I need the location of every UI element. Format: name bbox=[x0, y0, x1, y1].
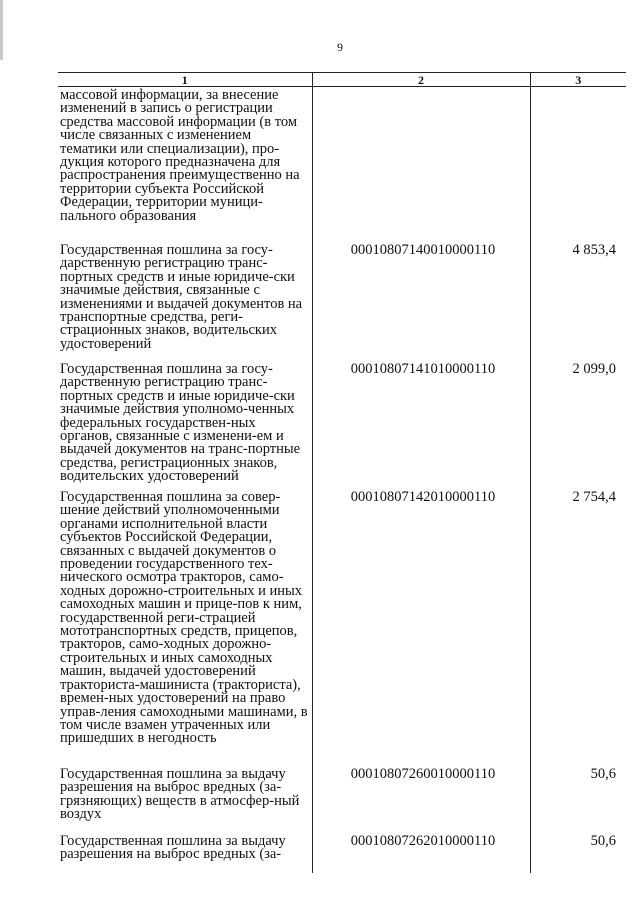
amount-value: 50,6 bbox=[590, 766, 616, 782]
income-name: массовой информации, за внесение изменений в запись о регистрации средства массовой информации (в том числе связанных с изменением тематики или специализации), про-дукция которого предназначена для распространения преимущественно на территории субъекта Российской Федерации, территории муници-пального образования bbox=[60, 87, 300, 224]
income-code: 00010807260010000110 bbox=[350, 766, 496, 782]
column-header-1: 1 bbox=[58, 73, 312, 87]
income-name-cell bbox=[58, 484, 312, 761]
income-name: Государственная пошлина за госу-дарственную регистрацию транс-портных средств и иные юридиче-ски значимые действия, связанные с изменениями и выдачей документов на транспортные средства, реги-страционных знаков, водительских удостоверений bbox=[60, 242, 303, 352]
income-name: Государственная пошлина за госу-дарственную регистрацию транс-портных средств и иные юридиче-ски значимые действия уполномо-ченных федеральных государствен-ных органов, связанные с изменени-ем и выдачей документов на транс-портные средства, регистрационных знаков, водительских удостоверений bbox=[60, 361, 301, 485]
amount-cell bbox=[530, 484, 626, 761]
page-number: 9 bbox=[337, 40, 343, 54]
income-name-cell bbox=[58, 828, 312, 873]
income-name: Государственная пошлина за выдачу разрешения на выброс вредных (за-грязняющих) веществ в атмосфер-ный воздух bbox=[60, 766, 300, 823]
income-code-cell bbox=[312, 237, 530, 356]
income-name-cell bbox=[58, 761, 312, 828]
table-header bbox=[58, 73, 626, 87]
amount-cell bbox=[530, 761, 626, 828]
budget-table bbox=[58, 72, 626, 873]
column-header-2: 2 bbox=[312, 73, 530, 87]
table-row bbox=[58, 828, 626, 873]
income-code-cell bbox=[312, 761, 530, 828]
income-code: 00010807142010000110 bbox=[350, 489, 496, 505]
table-body bbox=[58, 87, 626, 874]
header-row bbox=[58, 73, 626, 87]
amount-cell bbox=[530, 356, 626, 484]
income-name: Государственная пошлина за совер-шение действий уполномоченными органами исполнительной власти субъектов Российской Федерации, связанных с выдачей документов о проведении государственного тех-нического осмотра тракторов, само-ходных дорожно-строительных и иных самоходных машин и прицe-пов к ним, государственной реги-страцией мототранспортных средств, прицепов, тракторов, само-ходных дорожно-строительных и иных самоходных машин, выдачей удостоверений тракториста-машиниста (тракториста), времен-ных удостоверений на право управ-ления самоходными машинами, в том числе взамен утраченных или пришедших в негодность bbox=[60, 489, 308, 747]
table-row bbox=[58, 356, 626, 484]
amount-cell bbox=[530, 237, 626, 356]
table-row bbox=[58, 484, 626, 761]
income-code-cell bbox=[312, 828, 530, 873]
table-row bbox=[58, 761, 626, 828]
income-name: Государственная пошлина за выдачу разрешения на выброс вредных (за- bbox=[60, 833, 286, 863]
income-name-cell bbox=[58, 237, 312, 356]
income-name-cell bbox=[58, 356, 312, 484]
amount-value: 50,6 bbox=[590, 833, 616, 849]
income-code-cell bbox=[312, 356, 530, 484]
income-code: 00010807141010000110 bbox=[350, 361, 496, 377]
income-code-cell bbox=[312, 87, 530, 238]
income-code: 00010807140010000110 bbox=[350, 242, 496, 258]
amount-cell bbox=[530, 87, 626, 238]
amount-value: 2 754,4 bbox=[572, 489, 616, 505]
income-name-cell bbox=[58, 87, 312, 238]
table-row bbox=[58, 87, 626, 238]
income-code-cell bbox=[312, 484, 530, 761]
amount-cell bbox=[530, 828, 626, 873]
amount-value: 2 099,0 bbox=[572, 361, 616, 377]
table-row bbox=[58, 237, 626, 356]
column-header-3: 3 bbox=[530, 73, 626, 87]
income-code: 00010807262010000110 bbox=[350, 833, 496, 849]
amount-value: 4 853,4 bbox=[572, 242, 616, 258]
